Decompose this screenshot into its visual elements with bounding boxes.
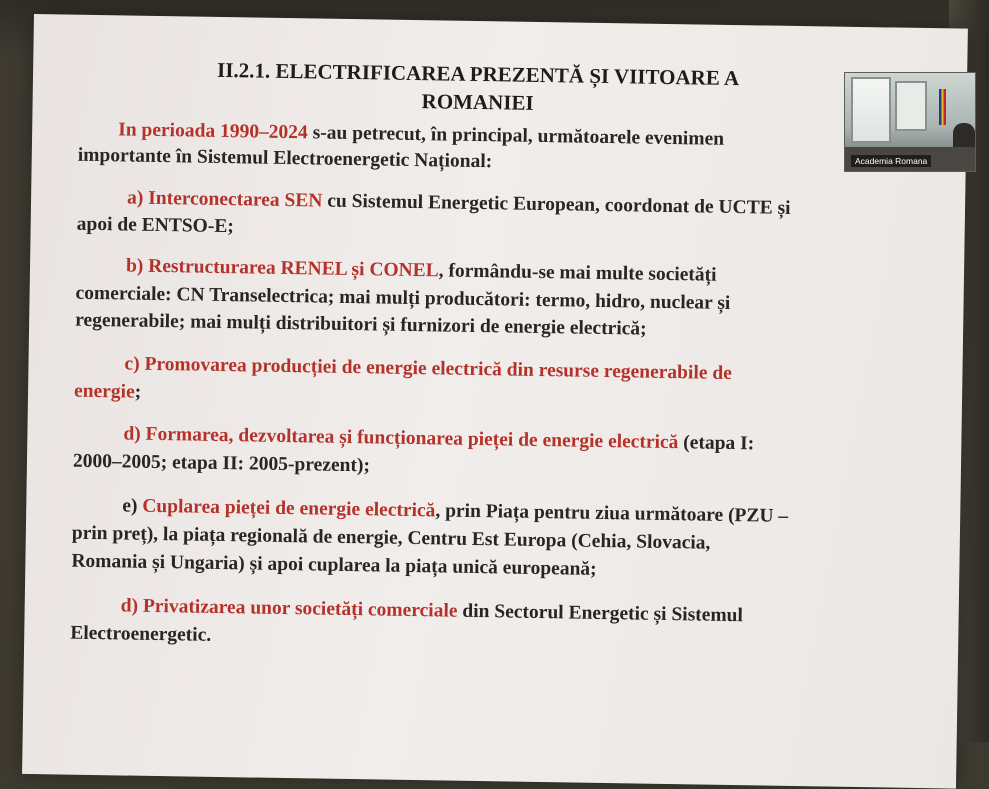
webcam-thumbnail[interactable] xyxy=(844,72,976,172)
item-b-rest: , formându-se mai multe societăți xyxy=(438,260,717,286)
item-a-rest: cu Sistemul Energetic European, coordonat de UCTE și xyxy=(322,190,791,219)
item-f-line2: Electroenergetic. xyxy=(70,622,212,646)
intro-rest: s-au petrecut, în principal, următoarele evenimen xyxy=(307,122,725,150)
item-b-line3: regenerabile; mai mulți distribuitori și furnizori de energie electrică; xyxy=(75,309,647,340)
item-a-line1 xyxy=(127,187,791,219)
item-e-highlight: Cuplarea pieței de energie electrică xyxy=(142,495,436,522)
item-b-highlight: b) Restructurarea RENEL și CONEL xyxy=(125,255,439,282)
item-d-line1 xyxy=(123,423,754,455)
item-f-line1 xyxy=(121,595,744,627)
slide-content xyxy=(22,14,968,789)
item-b-line1 xyxy=(126,255,717,286)
item-b-line2: comerciale: CN Transelectrica; mai mulți producători: termo, hidro, nuclear și xyxy=(75,282,731,314)
item-d-rest: (etapa I: xyxy=(678,432,755,455)
projector-screen xyxy=(22,14,968,789)
romanian-flag-icon xyxy=(939,89,946,125)
webcam-window xyxy=(895,81,927,131)
webcam-window xyxy=(851,77,891,143)
item-c-line2-rest: ; xyxy=(134,381,142,403)
intro-highlight: In perioada 1990–2024 xyxy=(118,119,308,144)
slide-title-line2: ROMANIEI xyxy=(421,89,534,115)
item-e-rest: , prin Piața pentru ziua următoare (PZU – xyxy=(435,500,789,527)
webcam-participant-label: Academia Romana xyxy=(851,155,931,167)
item-d-highlight: d) Formarea, dezvoltarea și funcționarea pieței de energie electrică xyxy=(123,423,679,454)
item-a-line2: apoi de ENTSO-E; xyxy=(76,213,234,238)
item-a-highlight: a) Interconectarea SEN xyxy=(126,187,323,212)
item-e-line3: Romania și Ungaria) și apoi cuplarea la piața unică europeană; xyxy=(71,550,597,580)
item-c-line1: c) Promovarea producției de energie electrică din resurse regenerabile de xyxy=(124,353,733,385)
item-e-prefix: e) xyxy=(122,495,143,517)
slide-title-line1: II.2.1. ELECTRIFICAREA PREZENTĂ ȘI VIITOARE A xyxy=(216,57,740,91)
intro-line2: importante în Sistemul Electroenergetic Național: xyxy=(77,144,493,173)
item-e-line2: prin preț), la piața regională de energie, Centru Est Europa (Cehia, Slovacia, xyxy=(71,522,711,554)
item-f-rest: din Sectorul Energetic și Sistemul xyxy=(457,600,744,627)
item-e-line1 xyxy=(122,495,788,527)
item-c-line2 xyxy=(74,381,141,404)
item-f-highlight: d) Privatizarea unor societăți comerciale xyxy=(120,595,458,622)
item-c-line2-highlight: energie xyxy=(73,380,135,403)
item-d-line2: 2000–2005; etapa II: 2005-prezent); xyxy=(72,450,371,477)
